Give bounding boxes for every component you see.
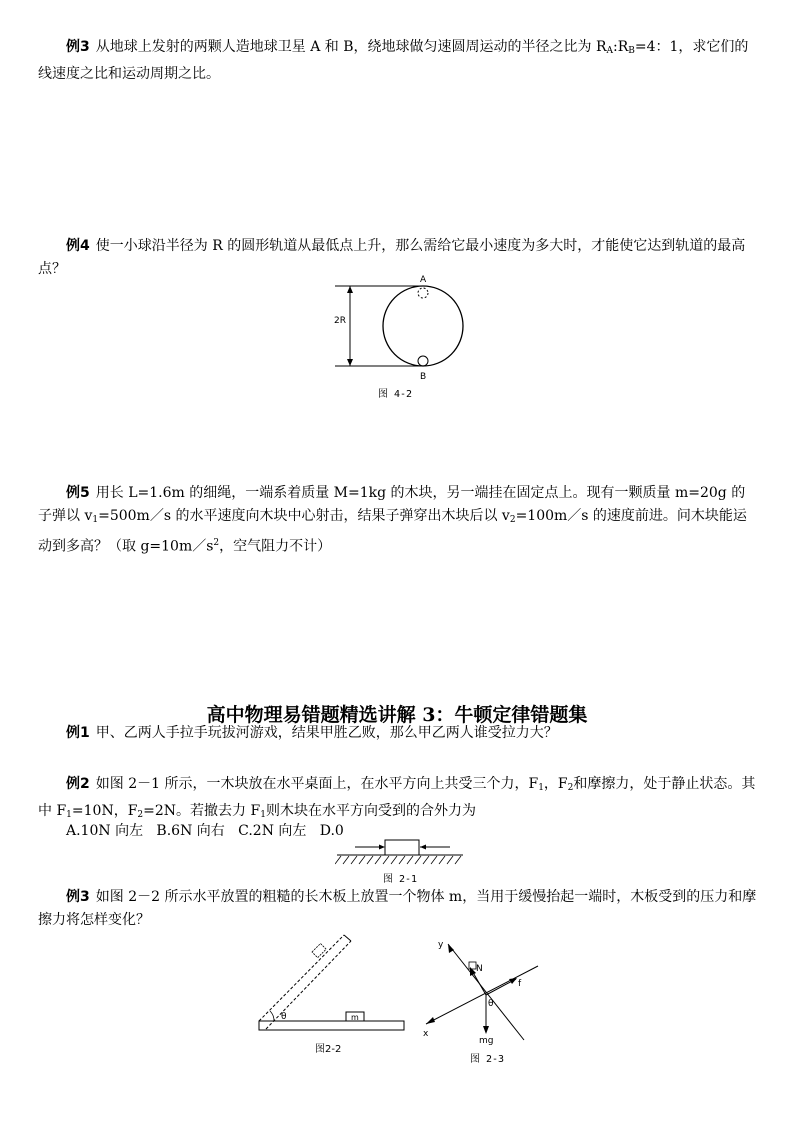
- figure-4-2-caption: 图 4-2: [378, 389, 413, 400]
- newton-example-3: 例3 如图 2－2 所示水平放置的粗糙的长木板上放置一个物体 m，当用于缓慢抬起一端时，木板受到的压力和摩擦力将怎样变化？: [38, 889, 757, 928]
- label-2r: 2R: [334, 316, 346, 326]
- label-b: B: [420, 372, 427, 382]
- figure-2-2-caption: 图2-2: [315, 1044, 342, 1055]
- figure-2-3: [418, 936, 548, 1046]
- ball-bottom: [418, 356, 428, 366]
- example-label: 例3: [66, 39, 90, 55]
- example-label: 例3: [66, 889, 90, 905]
- ball-top: [418, 288, 428, 298]
- figure-2-3-caption: 图 2-3: [470, 1054, 505, 1065]
- horizontal-board: [259, 1021, 404, 1030]
- figure-2-1-caption: 图 2-1: [383, 874, 418, 885]
- example-label: 例2: [66, 776, 90, 792]
- x-label: x: [423, 1029, 429, 1039]
- example-label: 例1: [66, 725, 90, 741]
- wooden-block: [385, 840, 419, 855]
- label-a: A: [420, 275, 427, 285]
- example-label: 例5: [66, 485, 90, 501]
- theta-label: θ: [281, 1012, 287, 1022]
- answer-options: A.10N 向左 B.6N 向右 C.2N 向左 D.0: [66, 823, 344, 839]
- y-label: y: [438, 940, 444, 950]
- circular-track: [383, 286, 463, 366]
- mg-label: mg: [479, 1036, 494, 1046]
- x-axis: [426, 966, 538, 1024]
- example-5-bullet-block: 例5 用长 L=1.6m 的细绳，一端系着质量 M=1kg 的木块，另一端挂在固定点上。现有一颗质量 m=20g 的子弹以 $v_1=500m/s$ 的水平速度向木块中心射击，结果子弹穿出木块后以 $v_2=100m/s$ 的速度前进。问木块能运动到多高？（取 $g=10m/s^2$，空气阻力不计）: [38, 485, 747, 555]
- theta-label: θ: [488, 999, 494, 1009]
- example-4-circular-track: 例4 使一小球沿半径为 R 的圆形轨道从最低点上升，那么需给它最小速度为多大时，才能使它达到轨道的最高点？: [38, 238, 746, 277]
- example-3-satellites: 例3 从地球上发射的两颗人造地球卫星 A 和 B，绕地球做匀速圆周运动的半径之比为 $R_A:R_B=4$：1，求它们的线速度之比和运动周期之比。: [38, 39, 749, 82]
- figure-4-2: [330, 272, 480, 382]
- mass-label: m: [351, 1013, 359, 1022]
- newton-example-2: 例2 如图 2－1 所示，一木块放在水平桌面上，在水平方向上共受三个力，$F_1$，$F_2$和摩擦力，处于静止状态。其中 $F_1=10N$，$F_2=2N$。若撤去力 $F_1$则木块在水平方向受到的合外力为: [38, 776, 756, 820]
- example-label: 例4: [66, 238, 90, 254]
- n-label: N: [476, 964, 483, 974]
- figure-2-1: [335, 836, 465, 870]
- newton-example-1: 例1 甲、乙两人手拉手玩拔河游戏，结果甲胜乙败，那么甲乙两人谁受拉力大？: [66, 725, 558, 741]
- section-title: 高中物理易错题精选讲解 3：牛顿定律错题集: [206, 704, 588, 726]
- f-label: f: [518, 979, 522, 989]
- figure-2-2: [252, 928, 412, 1036]
